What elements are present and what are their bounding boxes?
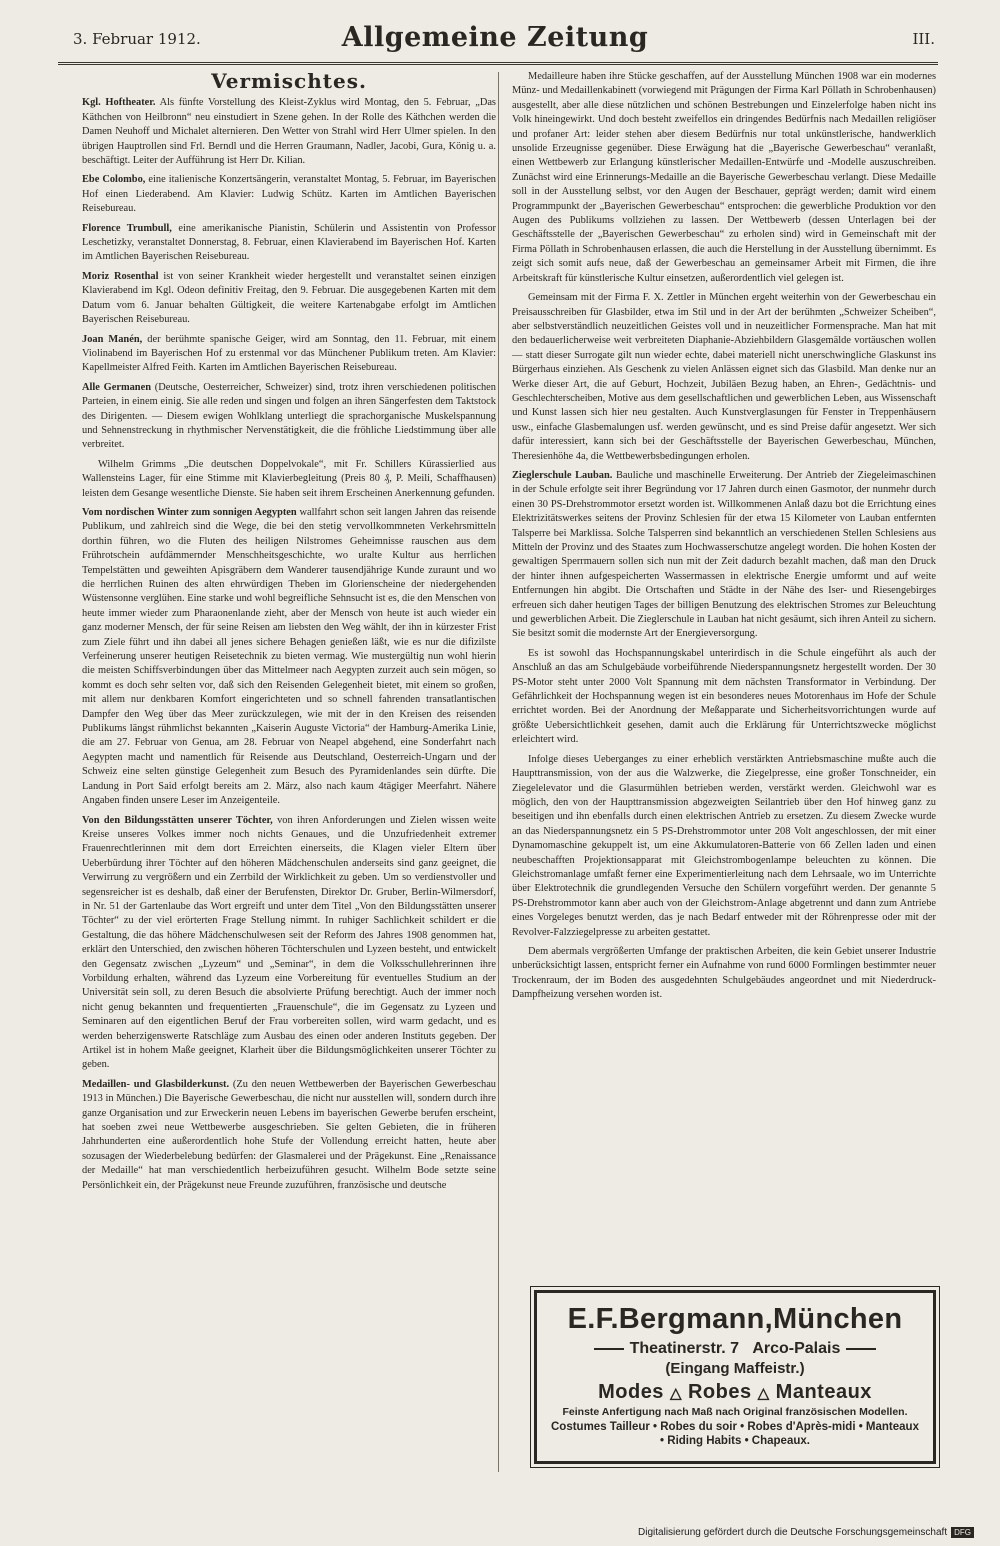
article-text: wallfahrt schon seit langen Jahren das reisende Publikum, und zahlreich sind die Wege, die bei den stetig vervollkommneten Verkehrsmitteln dorthin führen, wo die Fluten des heiligen Nilstromes Geheimnisse rauschen aus dem Frührotschein aufdämmernder Menschheitsgeschichte, wo uralte Kultur aus herrlichen Tempelstätten und geweihten Apisgräbern dem Wanderer tausendjährige Kunde zuraunt und wo die herrlichen Ruinen des alten ehrwürdigen Theben im Glorienscheine der niedergehenden Wüstensonne verglühen. Eine starke und wohl begreifliche Sehnsucht ist es, die den Menschen von heute immer wieder zum Pharaonenlande zieht, aber der Mensch von heute ist auch wieder ein ganz moderner Mensch, der für seine Reisen am liebsten den Weg wählt, der ihn in kürzester Frist zum Ziele führt und ihn dabei all jenes sichere Behagen genießen läßt, wie es nur die difizilste Verfeinerung unserer heutigen Reisetechnik zu bieten vermag. Wie mustergültig nun wohl hierin die meisten Schiffsverbindungen über das Mittelmeer nach Aegypten zurzeit auch sein mögen, so kommt es doch sehr selten vor, daß sich den Reisenden Gelegenheit bietet, mit einem so großen, mit allem nur denkbaren Komfort eingerichteten und so schnell fahrenden transatlantischen Dampfer den Weg über das Meer zurückzulegen, wie mit der in den Kreisen des reisenden Publikums längst rühmlichst bekannten „Kaiserin Auguste Victoria“ der Hamburg-Amerika Linie, die am 27. Februar von Genua, am 28. Februar von Neapel abgehend, eine Sonderfahrt nach Aegypten macht und namentlich für Reisende aus Deutschland, Oesterreich-Ungarn und der Schweiz eine selten günstige Gelegenheit zum Besuch des Pyramidenlandes sein dürfte. Die Landung in Port Said erfolgt bereits am 2. März, also nach kaum 4tägiger Meerfahrt. Nähere Angaben finden unsere Leser im Anzeigenteile. [82,506,496,807]
article-paragraph [82,381,496,453]
article-lead: Alle Germanen [82,381,151,393]
ad-dash-right [846,1348,876,1350]
article-lead: Ebe Colombo, [82,174,146,186]
ad-street: Theatinerstr. 7 [629,1340,739,1357]
article-paragraph [82,173,496,216]
article-paragraph [512,945,936,1003]
article-text: von ihren Anforderungen und Zielen wissen weite Kreise unseres Volkes immer noch nichts Genaues, und die Unzufriedenheit extremer Frauenrechtlerinnen mit dem dort Erreichten einerseits, die Klagen vieler Eltern über Ueberbürdung ihrer Töchter auf den höheren Mädchenschulen anderseits sind ganz geeignet, die Verwirrung zu vergrößern und ein Zerrbild der Wirklichkeit zu geben. Um so verdienstvoller und segensreicher ist es deshalb, daß einer der Berufensten, Direktor Dr. Gruber, Berlin-Wilmersdorf, in Nr. 51 der Gartenlaube das Wort ergreift und unter dem Titel „Von den Bildungsstätten unserer Töchter“ zu der viel erörterten Frage Stellung nimmt. In ruhiger Sachlichkeit schildert er die Gestaltung, die das höhere Mädchenschulwesen seit der Reform des Jahres 1908 genommen hat, erklärt den Unterschied, den zwischen höheren Töchterschulen und Lyzeen besteht, und entwickelt den Gegensatz zwischen „Lyzeum“ und „Seminar“, in dem die Volksschullehrerinnen ihre Vorbildung erhalten, während das Lyzeum eine Vorbereitung für eventuelles Studium an der Universität sein soll, zu deren Besuch die absolvierte Prüfung berechtigt. Auch der immer noch nicht genug bekannten und frequentierten „Frauenschule“, die im Gegensatz zu Lyzeen und Seminaren auf den eigentlichen Beruf der Frau vorbereiten sollen, wird warm gedacht, und es werden beherzigenswerte Ratschläge zum Ausbau des einen oder anderen Instituts gegeben. Der Artikel ist in hohem Maße geeignet, Klarheit über die Bildungsmöglichkeiten unserer Töchter zu geben. [82,814,496,1071]
page-header [55,22,935,60]
article-text: Als fünfte Vorstellung des Kleist-Zyklus wird Montag, den 5. Februar, „Das Käthchen von Heilbronn“ neu einstudiert in Szene gehen. In der Rolle des Käthchen werden die Damen Neuhoff und Michalet alternieren. Den Wetter von Strahl wird Herr Ulmer spielen. In den übrigen Hauptrollen sind Frl. Berndl und die Herren Graumann, Nadler, Jacobi, Gura, König u. a. beschäftigt. Leiter der Aufführung ist Herr Dr. Kilian. [82,97,496,167]
ad-product-list: Costumes Tailleur • Robes du soir • Robes d'Après-midi • Manteaux • Riding Habits • Chapeaux. [551,1421,919,1447]
ad-company-name: E.F.Bergmann,München [567,1303,903,1335]
article-text: eine italienische Konzertsängerin, veranstaltet Montag, 5. Februar, im Bayerischen Hof einen Liederabend. Am Klavier: Ludwig Schütz. Karten im Amtlichen Bayerischen Reisebureau. [82,174,496,215]
triangle-icon: △ [669,1385,682,1402]
page-number: III. [912,30,935,48]
article-paragraph [512,469,936,642]
article-paragraph [82,222,496,265]
article-text: Gemeinsam mit der Firma F. X. Zettler in München ergeht weiterhin von der Gewerbeschau ein Preisausschreiben für Glasbilder, etwa im Stil und in der Art der berühmten „Schweizer Scheiben“, aber selbstverständlich neuzeitlichen Geistes voll und in neuzeitlicher Formensprache. Man hat mit den bedauerlicherweise weit verbreiteten Diaphanie-Abziehbildern Glasgemälde vortäuschen wollen — statt dieser Surrogate gilt nun wieder echte, dabei materiell nicht unerschwingliche Glaskunst ins Bürgerhaus einziehen. Als Geschenk zu vielen Anlässen eignet sich das Glasbild. Man denke nur an Werke dieser Art, die auf Geburt, Hochzeit, Jubiläen Bezug haben, an Ehren-, Gedächtnis- und Geschlechterscheiben, Motive aus dem gesellschaftlichen und gewerblichen Leben, aus Wissenschaft und Kunst lassen sich hier neu gestalten. Auch Kunstverglasungen für Fenster in Treppenhäusern usw., einfache Glasbemalungen usf. werden gewünscht, und es sind Preise dafür angesetzt. Wer sich dafür interessiert, kann sich bei der Geschäftsstelle der Bayerischen Gewerbeschau, München, Theresienhöhe 4a, die Wettbewerbsbedingungen erholen. [512,292,936,462]
article-paragraph [82,333,496,376]
article-lead: Vom nordischen Winter zum sonnigen Aegypten [82,506,297,518]
article-paragraph [82,814,496,1073]
ad-address [537,1340,933,1358]
right-articles [512,70,936,1003]
article-lead: Moriz Rosenthal [82,270,159,282]
article-paragraph [82,1078,496,1193]
article-text: (Deutsche, Oesterreicher, Schweizer) sind, trotz ihren verschiedenen politischen Parteien, in einem einig. Sie alle reden und singen und folgen an ihren Sängerfesten dem Taktstock des Dirigenten. — Diesem ewigen Wohlklang unterliegt die sprachorganische Muskelspannung und Sehnenstreckung in rhythmischer Nervenstätigkeit, die die fröhliche Liedstimmung über alle verbreitet. [82,381,496,451]
article-paragraph [512,70,936,286]
article-text: ist von seiner Krankheit wieder hergestellt und veranstaltet seinen einzigen Klavierabend im Kgl. Odeon definitiv Freitag, den 9. Februar. Die ausgegebenen Karten mit dem Datum vom 6. Januar behalten Gültigkeit, die weitere Kartenabgabe erfolgt im Amtlichen Bayerischen Reisebureau. [82,270,496,326]
article-text: (Zu den neuen Wettbewerben der Bayerischen Gewerbeschau 1913 in München.) Die Bayerische Gewerbeschau, die nicht nur ausstellen will, sondern durch ihre ganze Organisation und zur Erweckerin neuen Lebens im bayerischen Gewerbe berufen erscheint, hat soeben zwei neue Wettbewerbe ausgeschrieben. Sie gelten Gebieten, die in früheren Jahrhunderten eine außerordentlich hohe Stufe der Vollendung erreicht hatten, heute aber sozusagen der Wiederbelebung bedürfen: der Glasmalerei und der Prägekunst. Eine „Renaissance der Medaille“ hat man verschiedentlich herbeizuführen gesucht. Wilhelm Bode setzte seine Persönlichkeit ein, der Prägekunst neue Freunde zuzuführen, französische und deutsche [82,1078,496,1191]
article-text: Dem abermals vergrößerten Umfange der praktischen Arbeiten, die kein Gebiet unserer Industrie unberücksichtigt lassen, entspricht ferner ein Aufnahme von rund 6000 Formlingen bestimmter neuer Trockenraum, der im Boden des ausgedehnten Schulgebäudes angeordnet und mit Niederdruck-Dampfheizung versehen worden ist. [512,945,936,1001]
article-lead: Kgl. Hoftheater. [82,97,156,109]
triangle-icon: △ [757,1385,770,1402]
article-text: eine amerikanische Pianistin, Schülerin und Assistentin von Professor Leschetizky, veranstaltet Donnerstag, 8. Februar, einen Klavierabend im Bayerischen Hof. Karten im Amtlichen Bayerischen Reisebureau. [82,222,496,263]
article-text: Wilhelm Grimms „Die deutschen Doppelvokale“, mit Fr. Schillers Kürassierlied aus Wallensteins Lager, für eine Stimme mit Klavierbegleitung (Preis 80 ₰, P. Meili, Schaffhausen) leisten dem Gesange wesentliche Dienste. Sie haben seit ihrem Erscheinen Anerkennung gefunden. [82,458,496,499]
left-articles [82,96,496,1193]
dfg-logo: DFG [951,1527,974,1538]
section-title: Vermischtes. [211,70,367,93]
ad-goods-manteaux: Manteaux [775,1381,872,1403]
ad-goods-modes: Modes [598,1381,664,1403]
article-lead: Von den Bildungsstätten unserer Töchter, [82,814,273,826]
article-lead: Zieglerschule Lauban. [512,469,613,481]
digitization-credit [638,1527,974,1538]
article-paragraph [512,647,936,748]
article-text: der berühmte spanische Geiger, wird am Sonntag, den 11. Februar, mit einem Violinabend im Bayerischen Hof zu erstenmal vor das Münchener Publikum treten. Am Klavier: Kapellmeister Alfred Feith. Karten im Amtlichen Bayerischen Reisebureau. [82,333,496,374]
ad-dash-left [594,1348,624,1350]
ad-tagline: Feinste Anfertigung nach Maß nach Original französischen Modellen. [562,1406,908,1418]
advertisement-bergmann [534,1290,936,1464]
ad-palace: Arco-Palais [752,1340,841,1357]
article-paragraph [512,753,936,940]
article-paragraph [82,96,496,168]
header-rule [58,62,938,65]
article-lead: Florence Trumbull, [82,222,172,234]
article-paragraph [82,458,496,501]
article-lead: Joan Manén, [82,333,143,345]
credit-text: Digitalisierung gefördert durch die Deutsche Forschungsgemeinschaft [638,1527,948,1539]
article-paragraph [512,291,936,464]
article-lead: Medaillen- und Glasbilderkunst. [82,1078,230,1090]
ad-entrance: (Eingang Maffeistr.) [665,1360,805,1377]
ad-goods-robes: Robes [687,1381,752,1403]
column-divider [498,72,499,1472]
article-paragraph [82,270,496,328]
article-text: Infolge dieses Ueberganges zu einer erheblich verstärkten Antriebsmaschine mußte auch die Haupttransmission, von der aus die Walzwerke, die Ziegelpresse, eine großer Tonschneider, ein Ziegelelevator und die Glasurmühlen betrieben werden, verstärkt werden. Gleichwohl war es möglich, den von der Haupttransmission abgezweigten Seilantrieb über den Hof hinweg ganz zu beseitigen und ihn ebenfalls durch einen elektrischen Antrieb zu ersetzen. Zu diesem Zwecke wurde an das Niederspannungsnetz ein 5 PS-Drehstrommotor unter 208 Volt angeschlossen, der mit einer Dynamomaschine gekuppelt ist, um eine Akkumulatoren-Batterie von 66 Zellen laden und einen neubeschafften Projektionsapparat mit Gleichstrombogenlampe beleuchten zu können. Die Gleichstromanlage umfaßt ferner eine Experimentierleitung nach dem Lehrsaale, wo im Unterrichte über Elektrotechnik die grundlegenden Versuche den Schülern vorgeführt werden. Der genannte 5 PS-Drehstrommotor kann aber auch von der Gleichstrom-Anlage abgetrennt und dann zum Antriebe eines Vorgeleges benutzt werden, das je nach Bedarf entweder mit der Röhrenpresse oder mit der Revolver-Falzziegelpresse zu arbeiten gestattet. [512,753,936,938]
newspaper-title: Allgemeine Zeitung [341,22,649,53]
article-text: Bauliche und maschinelle Erweiterung. Der Antrieb der Ziegeleimaschinen in der Schule erfolgte seit ihrer Begründung vor 17 Jahren durch einen Gasmotor, der nunmehr durch einen 30 PS-Drehstrommotor ersetzt worden ist. Willkommenen Anlaß dazu bot die Errichtung eines Elektrizitätswerkes seitens der Provinz Schlesien für der etwa 15 Kilometer von Lauban entfernten Talsperre bei Marklissa. Solche Talsperren sind bekanntlich an verschiedenen Stellen Schlesiens aus Mitteln der Provinz und des Staates zum Hochwasserschutze angelegt worden. Die hohen Kosten der gewaltigen Sperrmauern sollen sich nun mit der Zeit dadurch bezahlt machen, daß man den Druck der hinter ihnen aufgespeicherten Wassermassen in elektrische Energie umformt und auf weite Entfernungen hin abgibt. Die Ortschaften und Städte in der Nähe des Iser- und Riesengebirges erfreuen sich daher heutigen Tages der billigen Benutzung des elektrischen Stromes zur Beleuchtung und gewerblichen Arbeit. Die Zieglerschule in Lauban hat nicht gesäumt, sich ihren Anteil zu sichern. Sie besitzt somit die modernste Art der Energieversorgung. [512,469,936,640]
issue-date: 3. Februar 1912. [73,30,201,48]
right-column [512,70,936,1260]
ad-goods [537,1381,933,1404]
left-column [82,70,496,1470]
article-text: Es ist sowohl das Hochspannungskabel unterirdisch in die Schule eingeführt als auch der Anschluß an das am Schulgebäude vorbeiführende Niederspannungsnetz hergestellt worden. Der 30 PS-Motor steht unter 2000 Volt Spannung mit dem nächsten Transformator in Verbindung. Der Gefährlichkeit der Hochspannung wegen ist ein besonderes neues Motorenhaus im Hofe der Schule errichtet worden. Bei der Anordnung der Meßapparate und Sicherheitsvorrichtungen wurde auf größte Uebersichtlichkeit gesehen, damit auch die Erklärung für Unterrichtszwecke möglichst erleichtert wird. [512,647,936,746]
article-text: Medailleure haben ihre Stücke geschaffen, auf der Ausstellung München 1908 war ein modernes Münz- und Medaillenkabinett (vorwiegend mit Prägungen der Firma Karl Pöllath in Schrobenhausen) ausgestellt, aber alle diese nützlichen und schönen Bestrebungen und Einzelerfolge haben nicht ins Volk hineingewirkt. Und doch besteht zweifellos ein dringendes Bedürfnis nach Medaillen religiöser und profaner Art: leider stehen aber diesem Bedürfnis nur total unkünstlerische, handwerklich unsolide Erzeugnisse gegenüber. Diese Erwägung hat die „Bayerische Gewerbeschau“ veranlaßt, einen Wettbewerb zur Erlangung künstlerischer Medaillen-Entwürfe und -Modelle auszuschreiben. Zunächst wird eine Erinnerungs-Medaille an die Bayerische Gewerbeschau verlangt. Diese Medaille soll in der Ausstellung selbst, vor den Augen der Beschauer, geprägt werden; damit wird einem Programmpunkt der „Bayerischen Gewerbeschau“ entsprochen: die gewerbliche Produktion vor den Augen des Publikums vollziehen zu lassen. Der Wettbewerb (dessen Unterlagen bei der Geschäftsstelle der „Bayerischen Gewerbeschau“ zu erholen sind) wird in Gemeinschaft mit der Firma Pöllath in Schrobenhausen erlassen, die auch die Herstellung in der Ausstellung übernimmt. Es zeigt sich somit aufs neue, daß der Gewerbeschau an gemeinsamer Arbeit mit Firmen, die ihre Arbeitskraft für künstlerische Kultur einsetzen, außerordentlich viel gelegen ist. [512,71,936,284]
article-paragraph [82,506,496,809]
